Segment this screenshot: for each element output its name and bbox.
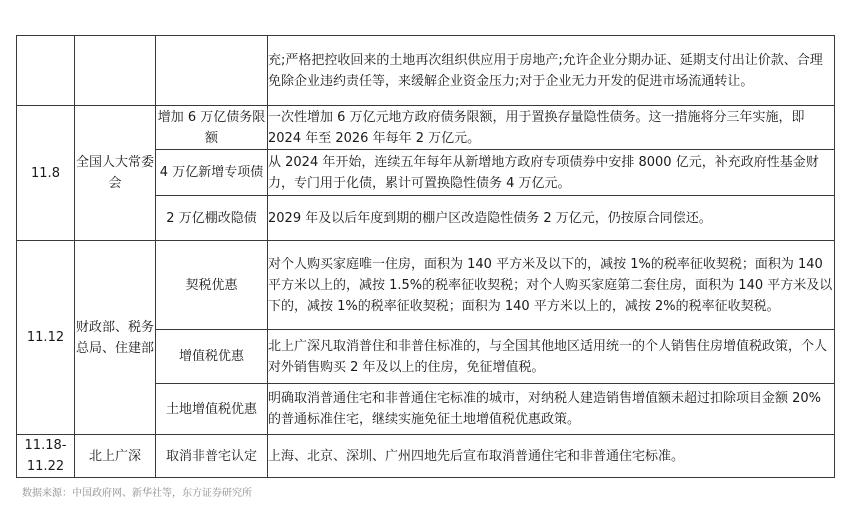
department-cell: 北上广深	[75, 435, 156, 478]
table-row	[17, 106, 835, 150]
policy-item-cell: 增加 6 万亿债务限额	[156, 106, 268, 150]
table-row	[17, 36, 835, 106]
policy-description-cell: 从 2024 年开始，连续五年每年从新增地方政府专项债券中安排 8000 亿元，补充政府性基金财力，专门用于化债，累计可置换隐性债务 4 万亿元。	[268, 150, 835, 196]
policy-item-cell: 4 万亿新增专项债	[156, 150, 268, 196]
date-cell: 11.18-11.22	[17, 435, 75, 478]
policy-item-cell: 契税优惠	[156, 241, 268, 330]
policy-item-cell: 2 万亿棚改隐债	[156, 196, 268, 241]
date-cell: 11.12	[17, 241, 75, 435]
table-row	[17, 241, 835, 330]
policy-description-cell: 2029 年及以后年度到期的棚户区改造隐性债务 2 万亿元，仍按原合同偿还。	[268, 196, 835, 241]
table-row	[17, 435, 835, 478]
policy-description-cell: 上海、北京、深圳、广州四地先后宣布取消普通住宅和非普通住宅标准。	[268, 435, 835, 478]
policy-item-cell: 增值税优惠	[156, 330, 268, 384]
policy-table	[16, 35, 835, 478]
policy-item-cell: 土地增值税优惠	[156, 384, 268, 435]
policy-item-cell	[156, 36, 268, 106]
policy-description-cell: 充;严格把控收回来的土地再次组织供应用于房地产;允许企业分期办证、延期支付出让价款、合理免除企业违约责任等，来缓解企业资金压力;对于企业无力开发的促进市场流通转让。	[268, 36, 835, 106]
date-cell: 11.8	[17, 106, 75, 241]
source-note: 数据来源：中国政府网、新华社等，东方证券研究所	[22, 488, 252, 499]
department-cell: 财政部、税务总局、住建部	[75, 241, 156, 435]
department-cell: 全国人大常委会	[75, 106, 156, 241]
policy-description-cell: 北上广深凡取消普住和非普住标准的，与全国其他地区适用统一的个人销售住房增值税政策，个人对外销售购买 2 年及以上的住房，免征增值税。	[268, 330, 835, 384]
date-cell	[17, 36, 75, 106]
policy-description-cell: 一次性增加 6 万亿元地方政府债务限额，用于置换存量隐性债务。这一措施将分三年实施，即 2024 年至 2026 年每年 2 万亿元。	[268, 106, 835, 150]
policy-description-cell: 对个人购买家庭唯一住房，面积为 140 平方米及以下的，减按 1%的税率征收契税；面积为 140 平方米以上的，减按 1.5%的税率征收契税；对个人购买家庭第二套住房，面积为 140 平方米及以下的，减按 1%的税率征收契税；面积为 140 平方米以上的，减按 2%的税率征收契税。	[268, 241, 835, 330]
policy-description-cell: 明确取消普通住宅和非普通住宅标准的城市，对纳税人建造销售增值额未超过扣除项目金额 20%的普通标准住宅，继续实施免征土地增值税优惠政策。	[268, 384, 835, 435]
department-cell	[75, 36, 156, 106]
policy-item-cell: 取消非普宅认定	[156, 435, 268, 478]
